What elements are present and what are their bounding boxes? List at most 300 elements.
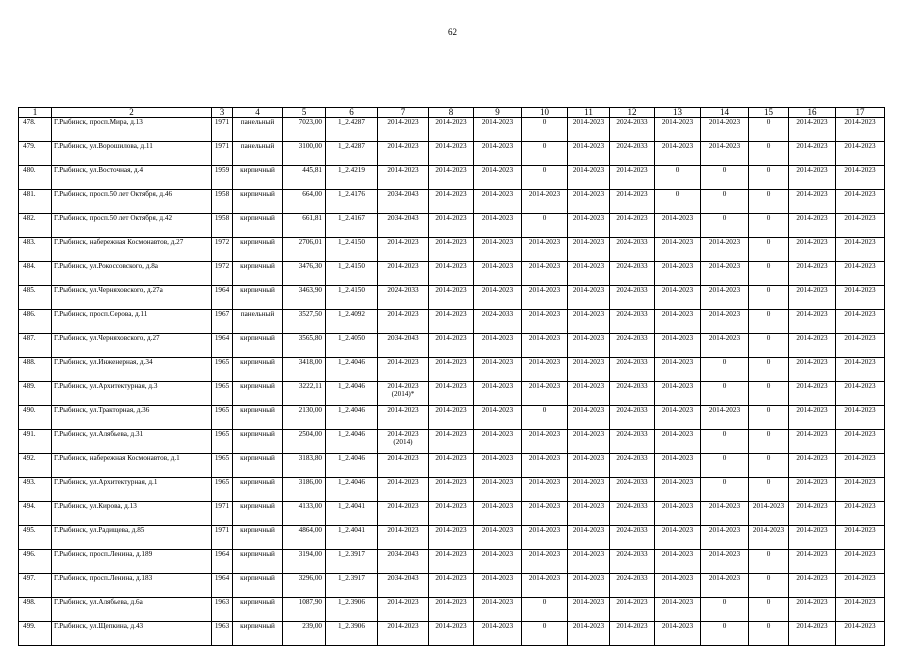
column-number-header: 5 [283, 108, 326, 118]
table-cell: Г.Рыбинск, ул.Алябьева, д.6а [52, 598, 212, 622]
column-number-header: 16 [789, 108, 836, 118]
table-cell: 498. [19, 598, 52, 622]
table-cell: 3565,80 [283, 334, 326, 358]
table-cell: 2024-2033 [610, 262, 655, 286]
table-row [19, 286, 885, 310]
column-number-header: 12 [610, 108, 655, 118]
table-cell: 2014-2023 [789, 550, 836, 574]
table-cell: 487. [19, 334, 52, 358]
table-cell: 2014-2023 [522, 238, 568, 262]
column-number-header: 9 [474, 108, 522, 118]
table-cell: 2014-2023 [474, 358, 522, 382]
table-cell: 492. [19, 454, 52, 478]
table-cell: 2014-2023 [789, 286, 836, 310]
table-cell: 0 [522, 166, 568, 190]
table-cell: 2014-2023 [836, 526, 885, 550]
table-cell: Г.Рыбинск, ул.Инженерная, д.34 [52, 358, 212, 382]
table-cell: 2014-2023 [836, 214, 885, 238]
table-cell: 2014-2023 [429, 238, 474, 262]
table-cell: 1971 [212, 142, 233, 166]
table-cell: 2014-2023 [701, 310, 749, 334]
table-cell: 2014-2023 [474, 262, 522, 286]
table-cell: 2014-2023 [836, 382, 885, 406]
table-cell: 1972 [212, 262, 233, 286]
table-cell: 2014-2023 [655, 262, 701, 286]
table-row [19, 478, 885, 502]
table-cell: кирпичный [233, 286, 283, 310]
table-cell: Г.Рыбинск, просп.Серова, д.11 [52, 310, 212, 334]
table-cell: 2014-2023 [836, 598, 885, 622]
table-cell: 2014-2023 [522, 478, 568, 502]
table-cell: 2014-2023 [655, 214, 701, 238]
table-cell: Г.Рыбинск, ул.Тракторная, д.36 [52, 406, 212, 430]
table-cell: кирпичный [233, 238, 283, 262]
table-cell: Г.Рыбинск, ул.Алябьева, д.31 [52, 430, 212, 454]
table-cell: 2014-2023 [429, 310, 474, 334]
table-cell: 2014-2023 [655, 550, 701, 574]
table-cell: 2014-2023 [655, 574, 701, 598]
table-cell: кирпичный [233, 430, 283, 454]
table-cell: 2504,00 [283, 430, 326, 454]
table-cell: 2014-2023 [568, 358, 610, 382]
table-cell: 1971 [212, 526, 233, 550]
table-cell: 3476,30 [283, 262, 326, 286]
table-cell: 2014-2023 [789, 334, 836, 358]
table-cell: 2014-2023 [836, 166, 885, 190]
table-cell: 493. [19, 478, 52, 502]
table-cell: 4133,00 [283, 502, 326, 526]
table-cell: 2014-2023 [568, 526, 610, 550]
table-cell: 2014-2023 [568, 574, 610, 598]
table-cell: 2014-2023 [568, 430, 610, 454]
table-cell: 1_2.4046 [326, 478, 378, 502]
table-row [19, 118, 885, 142]
table-cell: 1958 [212, 190, 233, 214]
table-cell: 2014-2023 [789, 454, 836, 478]
table-cell: 0 [701, 478, 749, 502]
table-cell: кирпичный [233, 526, 283, 550]
table-cell: 2014-2023 [378, 238, 429, 262]
table-cell: Г.Рыбинск, ул.Архитектурная, д.3 [52, 382, 212, 406]
table-cell: 2014-2023 [568, 598, 610, 622]
table-cell: 2014-2023 [522, 430, 568, 454]
housing-register-table [18, 107, 885, 646]
table-cell: 2014-2023 [789, 238, 836, 262]
table-cell: 0 [701, 430, 749, 454]
table-cell: 2014-2023 [655, 502, 701, 526]
table-cell: 0 [749, 622, 789, 646]
table-cell: 1963 [212, 622, 233, 646]
table-cell: 0 [522, 118, 568, 142]
table-cell: 2014-2023 [568, 454, 610, 478]
column-number-header: 1 [19, 108, 52, 118]
table-cell: 2014-2023 [701, 406, 749, 430]
table-cell: 2024-2033 [610, 502, 655, 526]
table-cell: кирпичный [233, 502, 283, 526]
table-cell: 1_2.4150 [326, 262, 378, 286]
table-cell: 0 [701, 358, 749, 382]
table-cell: 1_2.4287 [326, 118, 378, 142]
table-cell: 0 [749, 478, 789, 502]
table-cell: 0 [749, 574, 789, 598]
table-cell: 2014-2023 [522, 310, 568, 334]
table-cell: 0 [749, 406, 789, 430]
table-cell: 2024-2033 [610, 286, 655, 310]
table-cell: Г.Рыбинск, просп.50 лет Октября, д.46 [52, 190, 212, 214]
column-number-header: 11 [568, 108, 610, 118]
column-number-row [19, 108, 885, 118]
table-cell: 1964 [212, 334, 233, 358]
table-cell: кирпичный [233, 262, 283, 286]
table-cell: 2024-2033 [610, 478, 655, 502]
table-cell: 3296,00 [283, 574, 326, 598]
table-cell: 2014-2023 [789, 622, 836, 646]
table-cell: 2014-2023 [378, 262, 429, 286]
table-cell: 2014-2023 [429, 526, 474, 550]
table-cell: 2014-2023 [522, 382, 568, 406]
table-cell: 1_2.3917 [326, 574, 378, 598]
column-number-header: 2 [52, 108, 212, 118]
table-row [19, 214, 885, 238]
table-cell: 2014-2023 [429, 622, 474, 646]
table-cell: 661,81 [283, 214, 326, 238]
table-cell: 1_2.4150 [326, 286, 378, 310]
table-cell: Г.Рыбинск, ул.Кирова, д.13 [52, 502, 212, 526]
table-row [19, 190, 885, 214]
table-cell: 0 [749, 238, 789, 262]
table-cell: 2014-2023 [378, 622, 429, 646]
table-cell: 2014-2023 [789, 262, 836, 286]
table-cell: Г.Рыбинск, ул.Радищева, д.85 [52, 526, 212, 550]
table-cell: 2014-2023 [429, 382, 474, 406]
table-cell: 2014-2023 [610, 622, 655, 646]
table-cell: 0 [749, 166, 789, 190]
table-cell: Г.Рыбинск, просп.Ленина, д.189 [52, 550, 212, 574]
table-row [19, 574, 885, 598]
table-cell: 0 [749, 190, 789, 214]
table-cell: 2014-2023 [378, 454, 429, 478]
column-number-header: 7 [378, 108, 429, 118]
table-cell: 2024-2033 [610, 430, 655, 454]
table-cell: 2024-2033 [378, 286, 429, 310]
table-cell: 2014-2023 [789, 598, 836, 622]
column-number-header: 13 [655, 108, 701, 118]
table-row [19, 334, 885, 358]
table-row [19, 310, 885, 334]
table-cell: 484. [19, 262, 52, 286]
table-cell: 0 [701, 454, 749, 478]
table-cell: 445,81 [283, 166, 326, 190]
table-cell: 1_2.4219 [326, 166, 378, 190]
column-number-header: 4 [233, 108, 283, 118]
table-cell: 2014-2023 [789, 214, 836, 238]
table-cell: 2014-2023 [789, 502, 836, 526]
table-cell: 1_2.4041 [326, 526, 378, 550]
table-cell: 2014-2023 [429, 550, 474, 574]
table-cell: Г.Рыбинск, ул.Черняховского, д.27 [52, 334, 212, 358]
table-row [19, 550, 885, 574]
table-cell: 1964 [212, 286, 233, 310]
table-cell: 0 [749, 310, 789, 334]
table-cell: 1087,90 [283, 598, 326, 622]
column-number-header: 6 [326, 108, 378, 118]
table-cell: панельный [233, 118, 283, 142]
table-cell: 2014-2023 [655, 454, 701, 478]
table-cell: 2014-2023 [429, 454, 474, 478]
table-cell: 1967 [212, 310, 233, 334]
table-cell: 2014-2023 [789, 142, 836, 166]
table-cell: 2014-2023 [522, 502, 568, 526]
table-cell: 1958 [212, 214, 233, 238]
table-row [19, 238, 885, 262]
table-cell: 2014-2023 [836, 406, 885, 430]
table-cell: 1_2.3906 [326, 598, 378, 622]
table-cell: 2014-2023 [429, 334, 474, 358]
table-cell: кирпичный [233, 334, 283, 358]
table-cell: 2014-2023 [378, 358, 429, 382]
table-cell: 2014-2023 [378, 478, 429, 502]
table-cell: 2014-2023 [522, 262, 568, 286]
table-cell: 2034-2043 [378, 214, 429, 238]
table-cell: 481. [19, 190, 52, 214]
table-cell: 2014-2023 [836, 118, 885, 142]
table-cell: 1_2.4287 [326, 142, 378, 166]
table-cell: 2024-2033 [610, 406, 655, 430]
table-cell: 3527,50 [283, 310, 326, 334]
table-cell: 2014-2023 [568, 382, 610, 406]
table-cell: 0 [749, 286, 789, 310]
table-cell: 2014-2023 [655, 334, 701, 358]
table-cell: 2014-2023 [429, 502, 474, 526]
table-cell: 3194,00 [283, 550, 326, 574]
table-cell: 2024-2033 [610, 550, 655, 574]
table-cell: 2014-2023 [789, 310, 836, 334]
table-cell: 0 [749, 118, 789, 142]
table-cell: 2014-2023 [568, 286, 610, 310]
table-cell: 2014-2023 [429, 166, 474, 190]
table-row [19, 406, 885, 430]
table-cell: 0 [749, 358, 789, 382]
table-cell: 2014-2023 [474, 454, 522, 478]
table-cell: 1_2.4046 [326, 382, 378, 406]
table-cell: 2014-2023 [378, 166, 429, 190]
table-cell: Г.Рыбинск, просп.Мира, д.13 [52, 118, 212, 142]
table-cell: 2014-2023 [522, 526, 568, 550]
table-cell: 2014-2023 [474, 214, 522, 238]
table-cell: 2014-2023 [522, 334, 568, 358]
table-cell: 1965 [212, 406, 233, 430]
table-row [19, 454, 885, 478]
table-cell: 3183,80 [283, 454, 326, 478]
table-cell: 1965 [212, 478, 233, 502]
table-cell: 1_2.4050 [326, 334, 378, 358]
table-cell: 491. [19, 430, 52, 454]
table-cell: кирпичный [233, 358, 283, 382]
table-cell: 2014-2023 [429, 118, 474, 142]
table-cell: кирпичный [233, 622, 283, 646]
table-cell: 2014-2023 [474, 430, 522, 454]
table-cell: 2014-2023 [474, 118, 522, 142]
column-number-header: 14 [701, 108, 749, 118]
table-cell: 0 [749, 454, 789, 478]
table-cell: 2014-2023 [568, 334, 610, 358]
table-row [19, 622, 885, 646]
table-cell: 2014-2023 [378, 118, 429, 142]
table-cell: 1_2.4046 [326, 454, 378, 478]
table-cell: 2014-2023 [701, 262, 749, 286]
table-cell: кирпичный [233, 478, 283, 502]
table-cell: 1963 [212, 598, 233, 622]
table-cell: 1971 [212, 502, 233, 526]
table-row [19, 358, 885, 382]
table-cell: 1965 [212, 358, 233, 382]
table-cell: 485. [19, 286, 52, 310]
table-cell: 2130,00 [283, 406, 326, 430]
table-cell: 2014-2023 [568, 262, 610, 286]
table-cell: 2014-2023 [789, 430, 836, 454]
table-cell: 2024-2033 [610, 238, 655, 262]
table-cell: 489. [19, 382, 52, 406]
table-cell: Г.Рыбинск, ул.Рокоссовского, д.8а [52, 262, 212, 286]
table-cell: кирпичный [233, 214, 283, 238]
table-cell: 479. [19, 142, 52, 166]
table-cell: 2014-2023 [836, 454, 885, 478]
table-cell: 2014-2023 [429, 574, 474, 598]
table-cell: 2014-2023 [568, 238, 610, 262]
table-cell: 2014-2023 [568, 406, 610, 430]
table-cell: 496. [19, 550, 52, 574]
table-cell: 2014-2023 [836, 622, 885, 646]
table-cell: 0 [749, 430, 789, 454]
table-cell: 1964 [212, 574, 233, 598]
table-cell: 2014-2023 [568, 190, 610, 214]
table-cell: 2014-2023 [655, 406, 701, 430]
table-cell: 2014-2023 [474, 334, 522, 358]
table-cell: 0 [701, 598, 749, 622]
table-cell: 2014-2023 [474, 574, 522, 598]
table-cell: 0 [749, 382, 789, 406]
table-cell: 2014-2023 [378, 142, 429, 166]
table-cell: 7023,00 [283, 118, 326, 142]
table-cell: 2014-2023 [429, 598, 474, 622]
table-cell: Г.Рыбинск, просп.Ленина, д.183 [52, 574, 212, 598]
table-cell: панельный [233, 310, 283, 334]
table-cell: 2014-2023 [474, 502, 522, 526]
table-cell: 2014-2023 [522, 574, 568, 598]
table-cell: 2024-2033 [610, 382, 655, 406]
table-cell: Г.Рыбинск, набережная Космонавтов, д.1 [52, 454, 212, 478]
table-cell: 2014-2023 [474, 406, 522, 430]
table-cell: 2014-2023 [836, 286, 885, 310]
table-cell: 2014-2023 [474, 166, 522, 190]
table-cell: 0 [749, 598, 789, 622]
table-cell: 3186,00 [283, 478, 326, 502]
table-cell: 2014-2023 [749, 526, 789, 550]
table-cell: 2014-2023 [568, 142, 610, 166]
table-cell: 2014-2023 [836, 502, 885, 526]
table-cell: 2014-2023 [789, 190, 836, 214]
table-cell: 1965 [212, 454, 233, 478]
table-cell: кирпичный [233, 454, 283, 478]
table-row [19, 262, 885, 286]
table-cell: 2014-2023 [655, 382, 701, 406]
table-cell: кирпичный [233, 166, 283, 190]
table-cell: 2014-2023 [655, 118, 701, 142]
table-cell: 2014-2023 (2014) [378, 430, 429, 454]
column-number-header: 15 [749, 108, 789, 118]
table-cell: 2014-2023 [789, 478, 836, 502]
table-cell: 2014-2023 [568, 166, 610, 190]
table-cell: 2014-2023 [789, 118, 836, 142]
table-cell: 1965 [212, 382, 233, 406]
table-cell: 2024-2033 [610, 310, 655, 334]
table-cell: 480. [19, 166, 52, 190]
table-cell: 2014-2023 [378, 598, 429, 622]
table-cell: 0 [749, 142, 789, 166]
table-cell: 478. [19, 118, 52, 142]
table-cell: 0 [522, 598, 568, 622]
table-cell: Г.Рыбинск, ул.Восточная, д.4 [52, 166, 212, 190]
table-cell: 2014-2023 [474, 526, 522, 550]
table-cell: 0 [655, 166, 701, 190]
table-cell: 483. [19, 238, 52, 262]
table-cell: 2024-2033 [610, 118, 655, 142]
table-cell: 2034-2043 [378, 550, 429, 574]
table-cell: кирпичный [233, 598, 283, 622]
table-cell: 499. [19, 622, 52, 646]
table-cell: 2014-2023 [836, 334, 885, 358]
table-cell: 0 [749, 334, 789, 358]
table-cell: 2014-2023 [701, 238, 749, 262]
table-cell: 2014-2023 [522, 286, 568, 310]
table-cell: 1_2.4046 [326, 406, 378, 430]
table-cell: 2014-2023 [836, 310, 885, 334]
table-cell: 2014-2023 [474, 190, 522, 214]
table-cell: 2024-2033 [474, 310, 522, 334]
table-cell: 2014-2023 [655, 358, 701, 382]
table-cell: 1_2.3906 [326, 622, 378, 646]
table-cell: 3100,00 [283, 142, 326, 166]
table-cell: 2014-2023 [789, 526, 836, 550]
table-cell: 2014-2023 (2014)* [378, 382, 429, 406]
table-cell: 2014-2023 [836, 262, 885, 286]
table-row [19, 382, 885, 406]
table-cell: 2024-2033 [610, 526, 655, 550]
table-cell: Г.Рыбинск, ул.Архитектурная, д.1 [52, 478, 212, 502]
table-cell: 2024-2033 [610, 358, 655, 382]
table-cell: 2014-2023 [378, 502, 429, 526]
column-number-header: 3 [212, 108, 233, 118]
page-number: 62 [448, 27, 457, 37]
table-row [19, 430, 885, 454]
table-cell: 1_2.4150 [326, 238, 378, 262]
table-cell: 2014-2023 [568, 550, 610, 574]
table-cell: 2024-2033 [610, 454, 655, 478]
table-cell: 3418,00 [283, 358, 326, 382]
table-cell: 2014-2023 [789, 382, 836, 406]
table-cell: 664,00 [283, 190, 326, 214]
table-cell: 2014-2023 [749, 502, 789, 526]
table-cell: 2014-2023 [568, 622, 610, 646]
table-cell: 1_2.4176 [326, 190, 378, 214]
table-cell: 2014-2023 [474, 142, 522, 166]
column-number-header: 10 [522, 108, 568, 118]
table-cell: 2014-2023 [378, 310, 429, 334]
table-cell: 2034-2043 [378, 334, 429, 358]
table-cell: 2014-2023 [655, 526, 701, 550]
table-cell: 2014-2023 [789, 574, 836, 598]
table-row [19, 526, 885, 550]
